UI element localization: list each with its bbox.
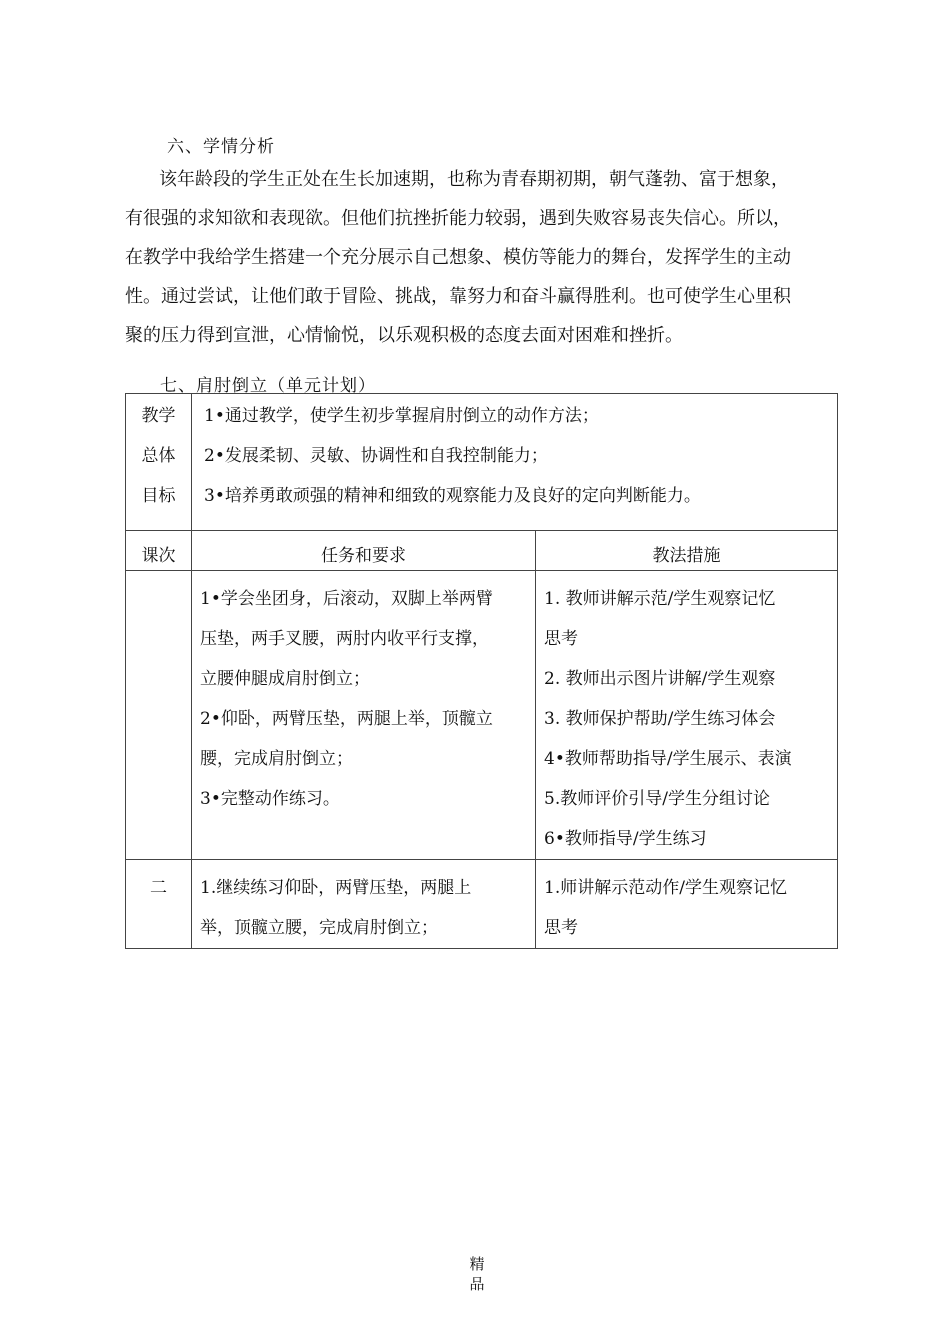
lesson-tasks	[192, 860, 536, 949]
lesson-methods	[536, 860, 838, 949]
lesson-row	[126, 571, 838, 860]
task-line: 3•完整动作练习。	[200, 789, 340, 809]
goals-header-line: 总体	[141, 446, 176, 466]
unit-plan-table	[125, 393, 838, 949]
task-line: 1•学会坐团身，后滚动，双脚上举两臂	[200, 589, 493, 609]
page-footer	[467, 1254, 487, 1294]
paragraph-line: 性。通过尝试，让他们敢于冒险、挑战，靠努力和奋斗赢得胜利。也可使学生心里积	[125, 286, 791, 307]
task-line: 1.继续练习仰卧，两臂压垫，两腿上	[200, 878, 472, 898]
lesson-number: 二	[126, 860, 192, 949]
paragraph-line: 有很强的求知欲和表现欲。但他们抗挫折能力较弱，遇到失败容易丧失信心。所以，	[125, 208, 791, 229]
method-line: 5.教师评价引导/学生分组讨论	[544, 789, 770, 809]
method-line: 6•教师指导/学生练习	[544, 829, 707, 849]
goals-row	[126, 394, 838, 531]
method-line: 4•教师帮助指导/学生展示、表演	[544, 749, 792, 769]
paragraph-line: 该年龄段的学生正处在生长加速期，也称为青春期初期，朝气蓬勃、富于想象，	[159, 169, 789, 190]
goal-item: 3•培养勇敢顽强的精神和细致的观察能力及良好的定向判断能力。	[204, 486, 701, 506]
section-6-paragraph	[125, 160, 837, 355]
column-header-row	[126, 531, 838, 571]
section-7-title: 七、肩肘倒立（单元计划）	[160, 376, 376, 396]
goals-list-cell	[192, 394, 838, 531]
method-line: 思考	[544, 918, 578, 938]
section-6-title: 六、学情分析	[167, 137, 275, 157]
footer-char: 品	[469, 1275, 485, 1293]
method-line: 1.师讲解示范动作/学生观察记忆	[544, 878, 787, 898]
goal-item: 1•通过教学，使学生初步掌握肩肘倒立的动作方法；	[204, 406, 599, 426]
task-line: 举，顶髋立腰，完成肩肘倒立；	[200, 918, 438, 938]
task-line: 腰，完成肩肘倒立；	[200, 749, 353, 769]
task-line: 立腰伸腿成肩肘倒立；	[200, 669, 370, 689]
task-line: 压垫，两手叉腰，两肘内收平行支撑，	[200, 629, 489, 649]
method-line: 1. 教师讲解示范/学生观察记忆	[544, 589, 776, 609]
goal-item: 2•发展柔韧、灵敏、协调性和自我控制能力；	[204, 446, 548, 466]
tasks-header: 任务和要求	[192, 531, 536, 571]
method-line: 2. 教师出示图片讲解/学生观察	[544, 669, 776, 689]
lesson-number	[126, 571, 192, 860]
lesson-methods	[536, 571, 838, 860]
goals-header-line: 教学	[141, 406, 176, 426]
method-line: 思考	[544, 629, 578, 649]
goals-header-cell	[126, 394, 192, 531]
goals-header-line: 目标	[141, 486, 176, 506]
methods-header: 教法措施	[536, 531, 838, 571]
lesson-row	[126, 860, 838, 949]
paragraph-line: 在教学中我给学生搭建一个充分展示自己想象、模仿等能力的舞台，发挥学生的主动	[125, 247, 791, 268]
paragraph-line: 聚的压力得到宣泄，心情愉悦，以乐观积极的态度去面对困难和挫折。	[125, 325, 683, 346]
footer-char: 精	[469, 1255, 485, 1273]
method-line: 3. 教师保护帮助/学生练习体会	[544, 709, 776, 729]
lesson-header: 课次	[126, 531, 192, 571]
lesson-tasks	[192, 571, 536, 860]
task-line: 2•仰卧，两臂压垫，两腿上举，顶髋立	[200, 709, 493, 729]
